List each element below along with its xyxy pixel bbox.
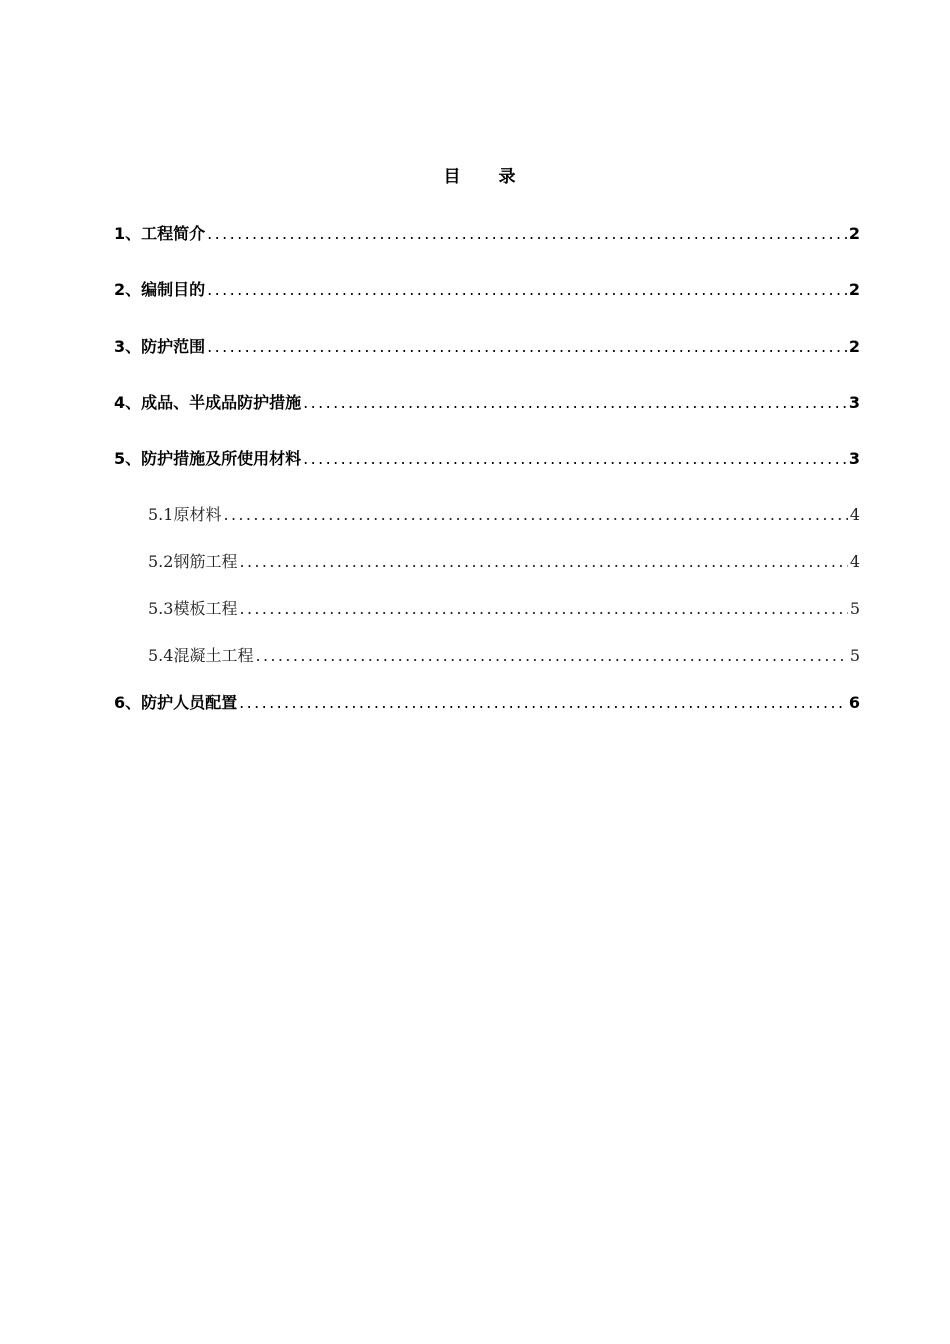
- toc-dot-leader: [303, 449, 847, 468]
- toc-entry-page: 2: [848, 337, 860, 356]
- toc-title: 目 录: [443, 167, 532, 187]
- toc-subentry[interactable]: [148, 643, 860, 666]
- toc-entry[interactable]: [114, 690, 860, 713]
- toc-entry[interactable]: [114, 334, 860, 357]
- toc-entry-page: 6: [848, 693, 860, 712]
- toc-entry-label: 3、防护范围: [114, 337, 206, 356]
- toc-subentry[interactable]: [148, 502, 860, 525]
- toc-entry-label: 1、工程简介: [114, 224, 206, 243]
- toc-subentry-label: 5.4混凝土工程: [148, 646, 254, 665]
- toc-entry-label: 2、编制目的: [114, 280, 206, 299]
- toc-dot-leader: [255, 646, 847, 665]
- toc-entry[interactable]: [114, 277, 860, 300]
- toc-entry-label: 6、防护人员配置: [114, 693, 238, 712]
- toc-subentry-page: 4: [849, 552, 860, 571]
- toc-subentry-label: 5.1原材料: [148, 505, 222, 524]
- toc-dot-leader: [207, 280, 847, 299]
- toc-dot-leader: [207, 224, 847, 243]
- toc-entry-label: 5、防护措施及所使用材料: [114, 449, 302, 468]
- toc-entry-page: 3: [848, 449, 860, 468]
- toc-subentry-label: 5.3模板工程: [148, 599, 238, 618]
- toc-dot-leader: [239, 693, 847, 712]
- toc-entry-page: 3: [848, 393, 860, 412]
- toc-subentry[interactable]: [148, 596, 860, 619]
- toc-dot-leader: [239, 599, 847, 618]
- toc-subentry-label: 5.2钢筋工程: [148, 552, 238, 571]
- toc-dot-leader: [207, 337, 847, 356]
- toc-entry[interactable]: [114, 221, 860, 244]
- toc-entry[interactable]: [114, 390, 860, 413]
- toc-subentry-page: 4: [849, 505, 860, 524]
- toc-entry-page: 2: [848, 280, 860, 299]
- toc-entry-label: 4、成品、半成品防护措施: [114, 393, 302, 412]
- toc-entry[interactable]: [114, 446, 860, 469]
- toc-subentry-page: 5: [849, 599, 860, 618]
- toc-subentry[interactable]: [148, 549, 860, 572]
- toc-dot-leader: [239, 552, 847, 571]
- toc-entry-page: 2: [848, 224, 860, 243]
- toc-dot-leader: [303, 393, 847, 412]
- toc-dot-leader: [223, 505, 847, 524]
- toc-subentry-page: 5: [849, 646, 860, 665]
